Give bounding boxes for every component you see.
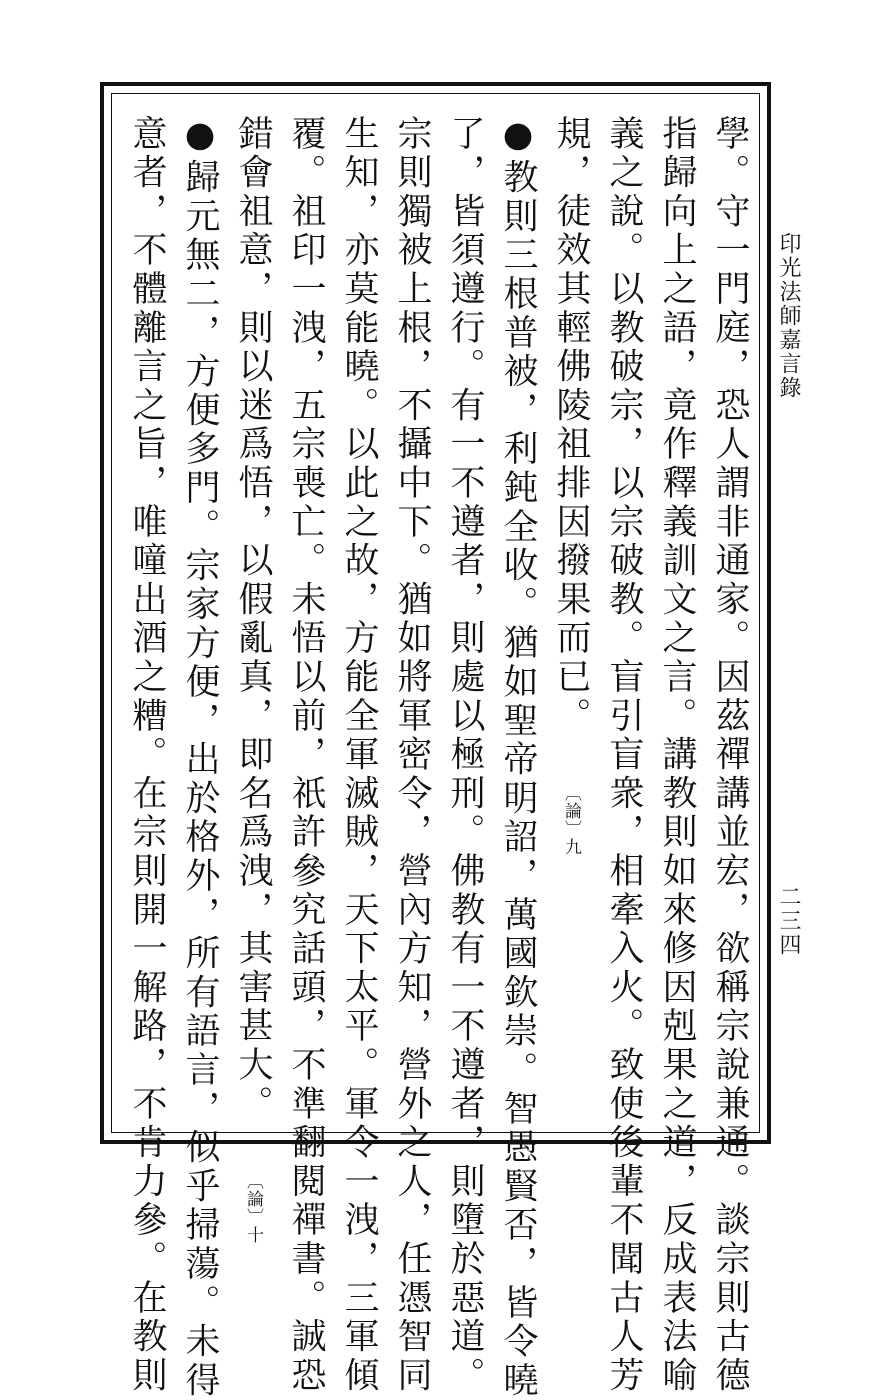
text-column	[126, 115, 168, 1395]
text-column	[656, 115, 698, 1395]
column-text: 錯會祖意，則以迷爲悟，以假亂真，即名爲洩，其害甚大。	[233, 115, 273, 1124]
column-text: 覆。祖印一洩，五宗喪亡。未悟以前，祇許參究話頭，不準翻閱禪書。誠恐	[286, 115, 326, 1396]
text-column	[603, 115, 645, 1395]
column-text: ●歸元無二，方便多門。宗家方便，出於格外，所有語言，似乎掃蕩。未得	[180, 115, 220, 1400]
text-column	[497, 115, 539, 1400]
column-text: 規，徒效其輕佛陵祖排因撥果而已。	[551, 115, 591, 736]
column-text: 了，皆須遵行。有一不遵者，則處以極刑。佛教有一不遵者，則墮於惡道。	[445, 115, 485, 1396]
column-text: 宗則獨被上根，不攝中下。猶如將軍密令，營內方知，營外之人，任憑智同	[392, 115, 432, 1396]
text-column	[391, 115, 433, 1395]
page-number: 二三四	[776, 885, 801, 957]
column-text: 意者，不體離言之旨，唯噇出酒之糟。在宗則開一解路，不肯力參。在教則	[127, 115, 167, 1396]
text-column	[285, 115, 327, 1395]
column-text: 義之說。以教破宗，以宗破教。盲引盲衆，相牽入火。致使後輩不聞古人芳	[604, 115, 644, 1396]
text-column	[338, 115, 380, 1395]
text-column	[179, 115, 221, 1400]
text-column	[444, 115, 486, 1395]
text-column	[550, 115, 592, 860]
column-text: 生知，亦莫能曉。以此之故，方能全軍滅賊，天下太平。軍令一洩，三軍傾	[339, 115, 379, 1396]
text-column	[232, 115, 274, 1248]
book-title: 印光法師嘉言錄	[776, 232, 801, 400]
column-text: 指歸向上之語，竟作釋義訓文之言。講教則如來修因剋果之道，反成表法喻	[657, 115, 697, 1396]
column-text: ●教則三根普被，利鈍全收。猶如聖帝明詔，萬國欽崇。智愚賢否，皆令曉	[498, 115, 538, 1400]
column-text: 學。守一門庭，恐人謂非通家。因茲禪講並宏，欲稱宗說兼通。談宗則古德	[710, 115, 750, 1396]
source-note: 〔論〕十	[243, 1171, 263, 1244]
text-column	[709, 115, 751, 1395]
source-note: 〔論〕九	[561, 783, 581, 856]
